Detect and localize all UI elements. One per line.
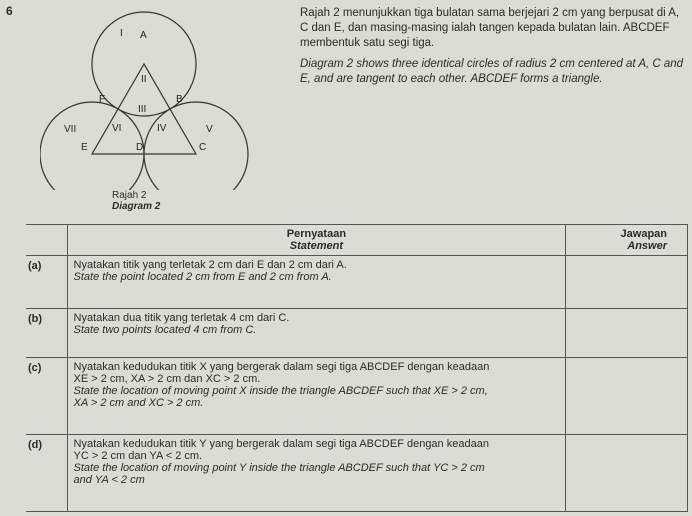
row-statement: Nyatakan kedudukan titik Y yang bergerak dalam segi tiga ABCDEF dengan keadaan YC > 2 cm dan YA < 2 cm. State the location of moving point Y inside the triangle ABCDEF such that YC > 2 cm and YA < 2 cm [67,435,566,512]
point-label-b: B [176,94,183,105]
circle-e [40,102,147,190]
question-number: 6 [6,4,13,18]
region-label-v: V [206,124,213,135]
row-statement: Nyatakan dua titik yang terletak 4 cm dari C. State two points located 4 cm from C. [67,309,566,358]
table-header-row [26,225,688,256]
answer-cell[interactable] [566,256,688,309]
answer-cell[interactable] [566,435,688,512]
circle-c [144,102,248,190]
row-statement: Nyatakan kedudukan titik X yang bergerak dalam segi tiga ABCDEF dengan keadaan XE > 2 cm, XA > 2 cm dan XC > 2 cm. State the location of moving point X inside the triangle ABCDEF such that XE > 2 cm, XA > 2 cm and XC > 2 cm. [67,358,566,435]
point-label-a: A [140,30,147,41]
intro-malay: Rajah 2 menunjukkan tiga bulatan sama berjejari 2 cm yang berpusat di A, C dan E, dan masing-masing ialah tangen kepada bulatan lain. ABCDEF membentuk satu segi tiga. [300,7,680,49]
answer-cell[interactable] [566,358,688,435]
row-label: (c) [26,358,67,435]
region-label-vi: VI [112,123,122,134]
circles-diagram [40,8,260,190]
point-label-f: F [99,94,106,105]
header-statement: Pernyataan Statement [67,225,566,256]
table-row [26,256,688,309]
point-label-c: C [199,142,207,153]
row-label: (a) [26,256,67,309]
row-label: (b) [26,309,67,358]
region-label-vii: VII [64,124,77,135]
question-table [26,224,688,512]
row-label: (d) [26,435,67,512]
region-label-iii: III [138,104,147,115]
point-label-e: E [81,142,88,153]
region-label-iv: IV [157,123,167,134]
diagram-caption-malay: Rajah 2 [112,190,147,201]
table-row [26,309,688,358]
region-label-i: I [120,28,123,39]
point-label-d: D [136,142,144,153]
question-intro [300,6,688,87]
row-statement: Nyatakan titik yang terletak 2 cm dari E dan 2 cm dari A. State the point located 2 cm from E and 2 cm from A. [67,256,566,309]
diagram-caption-english: Diagram 2 [112,201,161,212]
intro-english: Diagram 2 shows three identical circles of radius 2 cm centered at A, C and E, and are tangent to each other. ABCDEF forms a triangle. [300,58,684,85]
table-row [26,435,688,512]
region-label-ii: II [141,74,147,85]
header-answer: Jawapan Answer [566,225,688,256]
answer-cell[interactable] [566,309,688,358]
table-row [26,358,688,435]
